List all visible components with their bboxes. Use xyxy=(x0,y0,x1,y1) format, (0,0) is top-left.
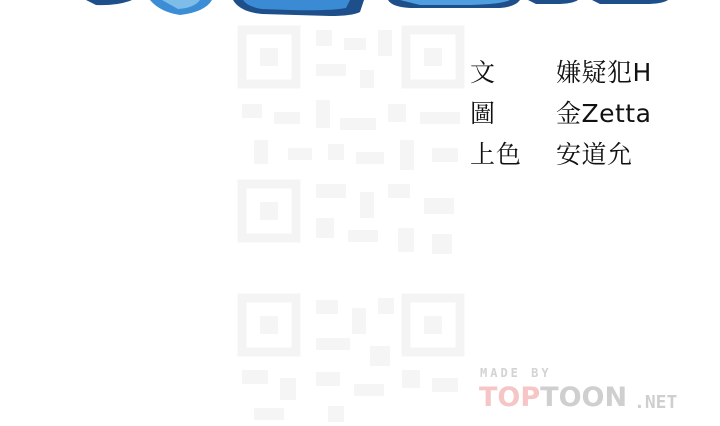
toptoon-logo-toon: TOON xyxy=(540,382,628,413)
credit-role-color: 上色 xyxy=(470,140,523,169)
credit-name-color: 安道允 xyxy=(556,140,633,169)
credit-role-story: 文 xyxy=(470,58,497,87)
toptoon-logo-top: TOP xyxy=(479,382,541,413)
credit-row-story xyxy=(470,52,652,93)
credit-role-art: 圖 xyxy=(470,99,497,128)
credit-row-color xyxy=(470,134,652,175)
qr-watermark xyxy=(232,8,482,426)
credit-name-story: 嫌疑犯H xyxy=(556,58,652,87)
credit-name-art: 金Zetta xyxy=(556,99,652,128)
toptoon-logo xyxy=(479,382,627,413)
credit-row-art xyxy=(470,93,652,134)
toptoon-logo-net: .NET xyxy=(634,392,678,413)
credits-block xyxy=(470,52,652,175)
made-by-label: MADE BY xyxy=(480,366,552,380)
